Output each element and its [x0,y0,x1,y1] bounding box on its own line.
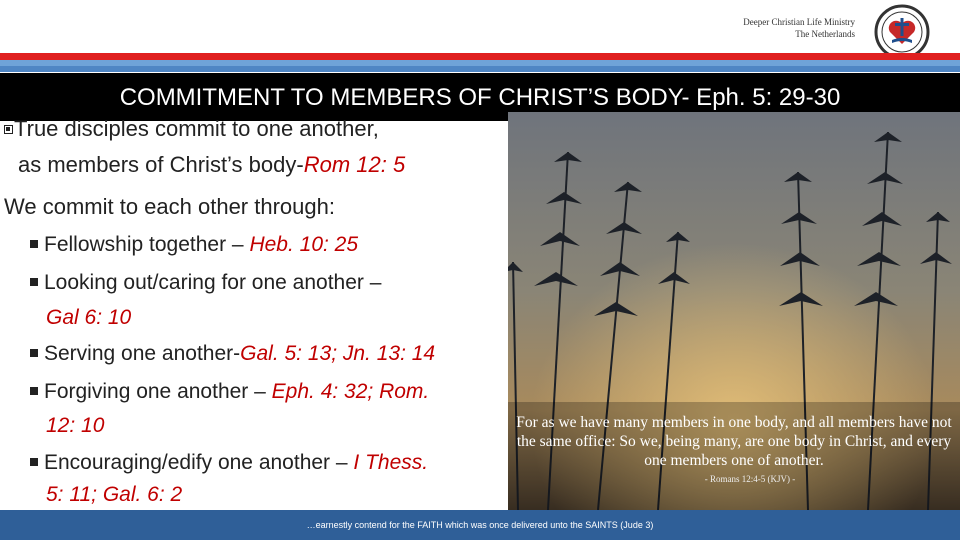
slide-title: COMMITMENT TO MEMBERS OF CHRIST’S BODY- Eph. 5: 29-30 [119,84,841,111]
header-red-bar [0,53,960,60]
list-item-text: Encouraging/edify one another – [44,451,354,474]
ministry-name-line1: Deeper Christian Life Ministry [743,17,855,27]
list-item [30,380,429,404]
list-item-reference: 5: 11; Gal. 6: 2 [46,483,183,506]
list-item-reference: Gal 6: 10 [46,306,132,329]
point-1-line-a [4,116,379,142]
ministry-name [700,16,855,40]
list-item-reference: Heb. 10: 25 [249,233,359,256]
list-item [30,233,358,257]
list-item-reference: Eph. 4: 32; Rom. [271,380,430,403]
point-1-text-b: as members of Christ’s body- [18,152,304,177]
list-item-text: Serving one another- [44,342,241,365]
list-item-text: Looking out/caring for one another – [44,271,382,294]
list-item [30,342,435,366]
point-1-line-b [18,152,405,178]
square-bullet-icon [30,349,38,357]
list-item-text: Fellowship together – [44,233,250,256]
ministry-logo [874,4,930,60]
list-item [30,271,381,295]
square-bullet-icon [30,458,38,466]
list-item [30,451,428,475]
square-bullet-icon [30,240,38,248]
square-bullet-icon [30,387,38,395]
list-item-text: Forgiving one another – [44,380,272,403]
point-2-line: We commit to each other through: [4,194,335,219]
list-item-reference: I Thess. [353,451,429,474]
checkbox-bullet-icon [4,125,13,134]
list-item-reference: 12: 10 [46,414,105,437]
square-bullet-icon [30,278,38,286]
list-item-reference: Gal. 5: 13; Jn. 13: 14 [240,342,436,365]
point-1-text-a: True disciples commit to one another, [14,116,379,141]
header-blue-bar-dark [0,66,960,72]
point-1-reference: Rom 12: 5 [303,152,406,177]
ministry-name-line2: The Netherlands [795,29,855,39]
verse-caption: For as we have many members in one body, and all members have not the same office: So we, being many, are one body in Christ, and every one members one of another. [516,414,952,469]
verse-caption-reference: - Romans 12:4-5 (KJV) - [704,474,796,484]
footer-text: …earnestly contend for the FAITH which was once delivered unto the SAINTS (Jude 3) [306,520,654,530]
